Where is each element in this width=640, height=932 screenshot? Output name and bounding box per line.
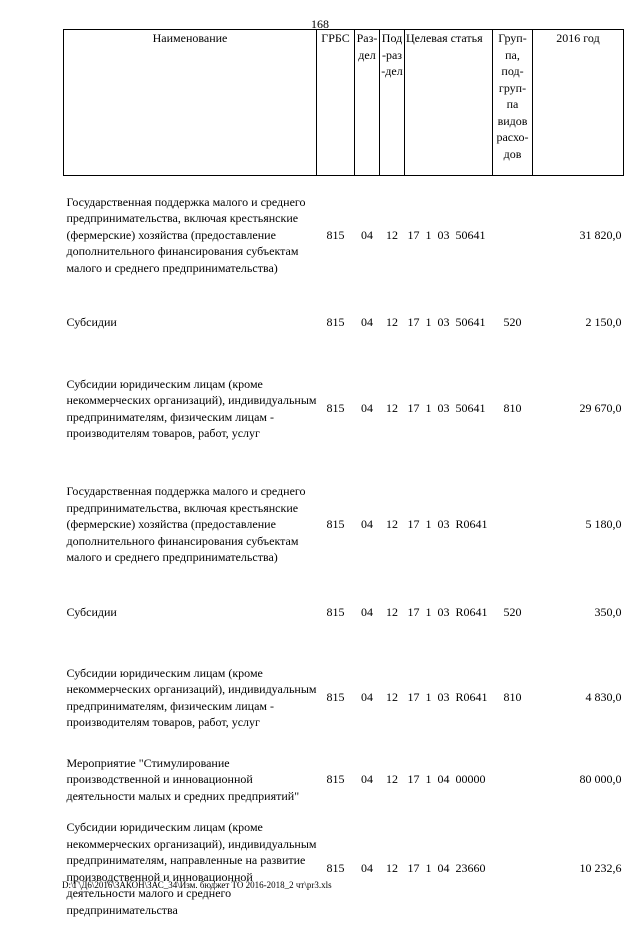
target-code-part: 17: [407, 401, 420, 416]
row-sum-2016: 29 670,0: [579, 401, 622, 416]
table-header-row: [64, 30, 624, 176]
header-podrazdel: Под-раз-дел: [380, 30, 405, 176]
row-expense-type: [493, 806, 533, 932]
target-code-part: 1: [425, 690, 432, 705]
target-code-part: 17: [407, 861, 420, 876]
row-sum-2016: 31 820,0: [579, 227, 622, 242]
target-code-part: 50641: [455, 315, 486, 330]
header-name: Наименование: [64, 30, 317, 176]
target-code-part: 50641: [455, 227, 486, 242]
target-code-part: 50641: [455, 401, 486, 416]
page-number: 168: [311, 17, 329, 31]
header-grbs: ГРБС: [317, 30, 355, 176]
target-code-part: 04: [437, 772, 450, 787]
row-target-code: [405, 754, 493, 806]
table-row: [64, 806, 624, 932]
row-razdel: 04: [361, 315, 373, 330]
row-grbs: 815: [326, 517, 345, 532]
row-sum-2016: 350,0: [594, 605, 622, 620]
target-code-part: R0641: [455, 690, 488, 705]
header-vid: Груп-па, под-груп-па видов расхо-дов: [493, 30, 533, 176]
row-name: Мероприятие "Стимулирование производственной и инновационной деятельности малых и средних предприятий": [66, 755, 300, 803]
row-razdel: 04: [361, 861, 373, 876]
row-target-code: [405, 584, 493, 642]
table-row: [64, 466, 624, 584]
table-row: [64, 754, 624, 806]
target-code-part: 1: [425, 401, 432, 416]
row-name: Государственная поддержка малого и среднего предпринимательства, включая крестьянские (фермерские) хозяйства (предоставление дополнительного финансирования субъектам малого и среднего предпринимательства): [66, 484, 306, 565]
row-podrazdel: 12: [386, 605, 398, 620]
row-grbs: 815: [326, 227, 345, 242]
row-razdel: 04: [361, 227, 373, 242]
target-code-part: 1: [425, 227, 432, 242]
row-expense-type: [493, 176, 533, 294]
row-grbs: 815: [326, 772, 345, 787]
row-podrazdel: 12: [386, 315, 398, 330]
row-grbs: 815: [326, 861, 345, 876]
row-expense-type: 810: [503, 401, 522, 416]
target-code-part: 03: [437, 401, 450, 416]
target-code-part: 1: [425, 772, 432, 787]
row-name: Субсидии: [66, 605, 117, 620]
table-row: [64, 584, 624, 642]
row-grbs: 815: [326, 690, 345, 705]
header-razdel: Раз-дел: [355, 30, 380, 176]
target-code-part: 17: [407, 690, 420, 705]
row-razdel: 04: [361, 772, 373, 787]
table-row: [64, 294, 624, 352]
row-target-code: [405, 466, 493, 584]
target-code-part: 17: [407, 315, 420, 330]
row-target-code: [405, 176, 493, 294]
row-razdel: 04: [361, 605, 373, 620]
row-expense-type: 520: [503, 605, 522, 620]
row-sum-2016: 2 150,0: [585, 315, 622, 330]
row-podrazdel: 12: [386, 517, 398, 532]
header-sum: 2016 год: [533, 30, 624, 176]
row-target-code: [405, 806, 493, 932]
table-row: [64, 176, 624, 294]
row-podrazdel: 12: [386, 227, 398, 242]
row-sum-2016: 10 232,6: [579, 861, 622, 876]
target-code-part: 03: [437, 690, 450, 705]
target-code-part: 00000: [455, 772, 486, 787]
row-name: Субсидии юридическим лицам (кроме некоммерческих организаций), индивидуальным предпринимателям, направленные на развитие производственной и инновационной деятельности малого и среднего предпринимательства: [66, 820, 317, 917]
target-code-part: 17: [407, 605, 420, 620]
row-expense-type: 810: [503, 690, 522, 705]
row-sum-2016: 80 000,0: [579, 772, 622, 787]
budget-table: [63, 29, 624, 932]
row-expense-type: [493, 466, 533, 584]
target-code-part: 03: [437, 605, 450, 620]
target-code-part: 03: [437, 227, 450, 242]
row-target-code: [405, 294, 493, 352]
header-target: Целевая статья: [405, 30, 493, 176]
row-name: Субсидии: [66, 315, 117, 330]
target-code-part: 23660: [455, 861, 486, 876]
row-sum-2016: 5 180,0: [585, 517, 622, 532]
target-code-part: 17: [407, 517, 420, 532]
target-code-part: R0641: [455, 605, 488, 620]
target-code-part: 03: [437, 315, 450, 330]
row-podrazdel: 12: [386, 401, 398, 416]
target-code-part: 04: [437, 861, 450, 876]
target-code-part: 17: [407, 227, 420, 242]
row-expense-type: 520: [503, 315, 522, 330]
target-code-part: 1: [425, 861, 432, 876]
target-code-part: 1: [425, 315, 432, 330]
table-row: [64, 642, 624, 754]
row-name: Субсидии юридическим лицам (кроме некоммерческих организаций), индивидуальным предпринимателям, физическим лицам - производителям товаров, работ, услуг: [66, 376, 317, 440]
row-razdel: 04: [361, 690, 373, 705]
row-razdel: 04: [361, 401, 373, 416]
target-code-part: R0641: [455, 517, 488, 532]
row-target-code: [405, 642, 493, 754]
row-target-code: [405, 352, 493, 466]
row-razdel: 04: [361, 517, 373, 532]
target-code-part: 1: [425, 517, 432, 532]
row-sum-2016: 4 830,0: [585, 690, 622, 705]
row-podrazdel: 12: [386, 861, 398, 876]
target-code-part: 17: [407, 772, 420, 787]
target-code-part: 03: [437, 517, 450, 532]
row-grbs: 815: [326, 605, 345, 620]
row-expense-type: [493, 754, 533, 806]
row-podrazdel: 12: [386, 690, 398, 705]
row-grbs: 815: [326, 315, 345, 330]
target-code-part: 1: [425, 605, 432, 620]
row-podrazdel: 12: [386, 772, 398, 787]
row-name: Государственная поддержка малого и среднего предпринимательства, включая крестьянские (фермерские) хозяйства (предоставление дополнительного финансирования субъектам малого и среднего предпринимательства): [66, 194, 306, 275]
footer-file-path: D:\Г\Д6\2016\ЗАКОН\ЗАС_34\Изм. бюджет ТО 2016-2018_2 чт\pr3.xls: [62, 880, 332, 890]
row-name: Субсидии юридическим лицам (кроме некоммерческих организаций), индивидуальным предпринимателям, физическим лицам - производителям товаров, работ, услуг: [66, 665, 317, 729]
row-grbs: 815: [326, 401, 345, 416]
table-row: [64, 352, 624, 466]
